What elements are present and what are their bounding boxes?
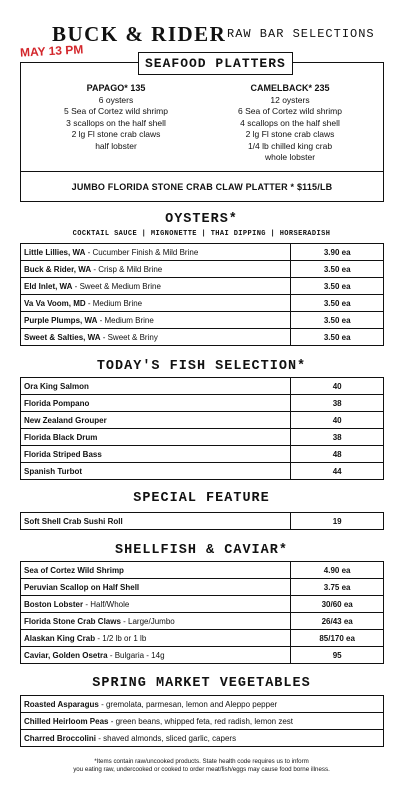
item-desc: - Large/Jumbo — [120, 616, 175, 626]
platter-line: 6 oysters — [98, 94, 134, 105]
platter-camelback — [205, 83, 375, 164]
item-desc: - 1/2 lb or 1 lb — [95, 633, 147, 643]
item-price: 3.50 ea — [291, 261, 384, 278]
seafood-platters-box — [20, 56, 384, 202]
table-row — [21, 562, 384, 579]
item-cell — [21, 295, 291, 312]
disclaimer-line: you eating raw, undercooked or cooked to order meat/fish/eggs may cause food borne illness. — [73, 765, 330, 773]
item-price: 3.50 ea — [291, 295, 384, 312]
item-price: 48 — [291, 446, 384, 463]
item-cell — [21, 696, 384, 713]
jumbo-platter: JUMBO FLORIDA STONE CRAB CLAW PLATTER * $115/LB — [21, 171, 383, 202]
item-price: 38 — [291, 429, 384, 446]
item-price: 38 — [291, 395, 384, 412]
item-cell — [21, 244, 291, 261]
table-row — [21, 463, 384, 480]
item-name: Florida Striped Bass — [21, 446, 291, 463]
table-row — [21, 630, 384, 647]
item-name: Eld Inlet, WA — [24, 281, 73, 291]
item-price: 3.50 ea — [291, 312, 384, 329]
item-desc: - Crisp & Mild Brine — [91, 264, 163, 274]
health-disclaimer — [0, 758, 403, 773]
platters-title: SEAFOOD PLATTERS — [138, 52, 293, 75]
table-row — [21, 579, 384, 596]
table-row — [21, 730, 384, 747]
platter-line: 2 lg Fl stone crab claws — [245, 129, 335, 139]
table-row — [21, 378, 384, 395]
platter-title: CAMELBACK* 235 — [250, 83, 330, 93]
table-row — [21, 446, 384, 463]
handwritten-date: MAY 13 PM — [19, 42, 84, 60]
item-desc: - Bulgaria - 14g — [107, 650, 165, 660]
table-row — [21, 244, 384, 261]
item-name: Ora King Salmon — [21, 378, 291, 395]
item-name: Chilled Heirloom Peas — [24, 716, 109, 726]
table-row — [21, 613, 384, 630]
item-price: 4.90 ea — [291, 562, 384, 579]
item-name: New Zealand Grouper — [21, 412, 291, 429]
item-price: 30/60 ea — [291, 596, 384, 613]
item-cell — [21, 562, 291, 579]
item-name: Roasted Asparagus — [24, 699, 99, 709]
platter-line: 6 Sea of Cortez wild shrimp — [238, 106, 342, 116]
item-price: 26/43 ea — [291, 613, 384, 630]
item-name: Florida Stone Crab Claws — [24, 616, 121, 626]
item-desc: - Cucumber Finish & Mild Brine — [85, 247, 199, 257]
item-name: Boston Lobster — [24, 599, 84, 609]
oysters-table — [20, 243, 384, 346]
table-row — [21, 429, 384, 446]
menu-subtitle: RAW BAR SELECTIONS — [227, 27, 375, 41]
table-row — [21, 278, 384, 295]
platter-line: 3 scallops on the half shell — [66, 117, 166, 128]
header — [0, 18, 403, 46]
table-row — [21, 312, 384, 329]
item-desc: - gremolata, parmesan, lemon and Aleppo pepper — [98, 699, 278, 709]
item-desc: - shaved almonds, sliced garlic, capers — [96, 733, 237, 743]
item-name: Alaskan King Crab — [24, 633, 96, 643]
item-name: Sweet & Salties, WA — [24, 332, 101, 342]
item-price: 44 — [291, 463, 384, 480]
table-row — [21, 412, 384, 429]
table-row — [21, 261, 384, 278]
disclaimer-line: *Items contain raw/uncooked products. State health code requires us to inform — [94, 758, 309, 765]
platter-line: half lobster — [95, 140, 137, 151]
special-table — [20, 512, 384, 530]
item-price: 3.50 ea — [291, 329, 384, 346]
table-row — [21, 295, 384, 312]
item-cell — [21, 579, 291, 596]
item-price: 95 — [291, 647, 384, 664]
item-price: 40 — [291, 378, 384, 395]
table-row — [21, 647, 384, 664]
platter-line: 2 lg Fl stone crab claws — [71, 129, 161, 139]
item-price: 3.75 ea — [291, 579, 384, 596]
table-row — [21, 596, 384, 613]
item-price: 3.50 ea — [291, 278, 384, 295]
item-price: 85/170 ea — [291, 630, 384, 647]
item-name: Florida Pompano — [21, 395, 291, 412]
item-name: Caviar, Golden Osetra — [24, 650, 108, 660]
item-name: Va Va Voom, MD — [24, 298, 86, 308]
item-cell — [21, 312, 291, 329]
item-cell — [21, 713, 384, 730]
fish-table — [20, 377, 384, 480]
item-desc: - Half/Whole — [83, 599, 130, 609]
item-cell — [21, 647, 291, 664]
item-name: Buck & Rider, WA — [24, 264, 92, 274]
platter-line: 1/4 lb chilled king crab — [247, 140, 333, 151]
special-title: SPECIAL FEATURE — [133, 491, 270, 506]
item-cell — [21, 613, 291, 630]
item-name: Soft Shell Crab Sushi Roll — [21, 513, 291, 530]
platter-line: 12 oysters — [270, 94, 310, 105]
vegetables-title: SPRING MARKET VEGETABLES — [92, 676, 311, 691]
oysters-sauces: COCKTAIL SAUCE | MIGNONETTE | THAI DIPPING | HORSERADISH — [72, 230, 331, 238]
item-cell — [21, 261, 291, 278]
item-name: Florida Black Drum — [21, 429, 291, 446]
item-desc: - Sweet & Medium Brine — [72, 281, 161, 291]
item-name: Purple Plumps, WA — [24, 315, 98, 325]
item-cell — [21, 278, 291, 295]
table-row — [21, 713, 384, 730]
brand-logo: BUCK & RIDER — [52, 22, 227, 46]
table-row — [21, 696, 384, 713]
item-name: Peruvian Scallop on Half Shell — [24, 582, 140, 592]
item-desc: - Sweet & Briny — [100, 332, 158, 342]
platter-line: 4 scallops on the half shell — [240, 117, 340, 128]
item-name: Sea of Cortez Wild Shrimp — [24, 565, 124, 575]
item-cell — [21, 630, 291, 647]
item-price: 19 — [291, 513, 384, 530]
item-desc: - green beans, whipped feta, red radish, lemon zest — [108, 716, 294, 726]
item-desc: - Medium Brine — [97, 315, 154, 325]
item-price: 3.90 ea — [291, 244, 384, 261]
item-cell — [21, 596, 291, 613]
item-name: Little Lillies, WA — [24, 247, 86, 257]
item-desc: - Medium Brine — [85, 298, 143, 308]
vegetables-table — [20, 695, 384, 747]
table-row — [21, 395, 384, 412]
shellfish-title: SHELLFISH & CAVIAR* — [115, 543, 288, 558]
item-cell — [21, 730, 384, 747]
table-row — [21, 513, 384, 530]
item-price: 40 — [291, 412, 384, 429]
platter-line: 5 Sea of Cortez wild shrimp — [64, 106, 168, 116]
platter-title: PAPAGO* 135 — [86, 83, 146, 93]
platter-line: whole lobster — [264, 152, 316, 162]
fish-title: TODAY'S FISH SELECTION* — [96, 359, 307, 374]
item-cell — [21, 329, 291, 346]
shellfish-table — [20, 561, 384, 664]
item-name: Charred Broccolini — [24, 733, 97, 743]
item-name: Spanish Turbot — [21, 463, 291, 480]
platter-papago — [31, 83, 201, 152]
table-row — [21, 329, 384, 346]
oysters-title: OYSTERS* — [165, 212, 238, 227]
